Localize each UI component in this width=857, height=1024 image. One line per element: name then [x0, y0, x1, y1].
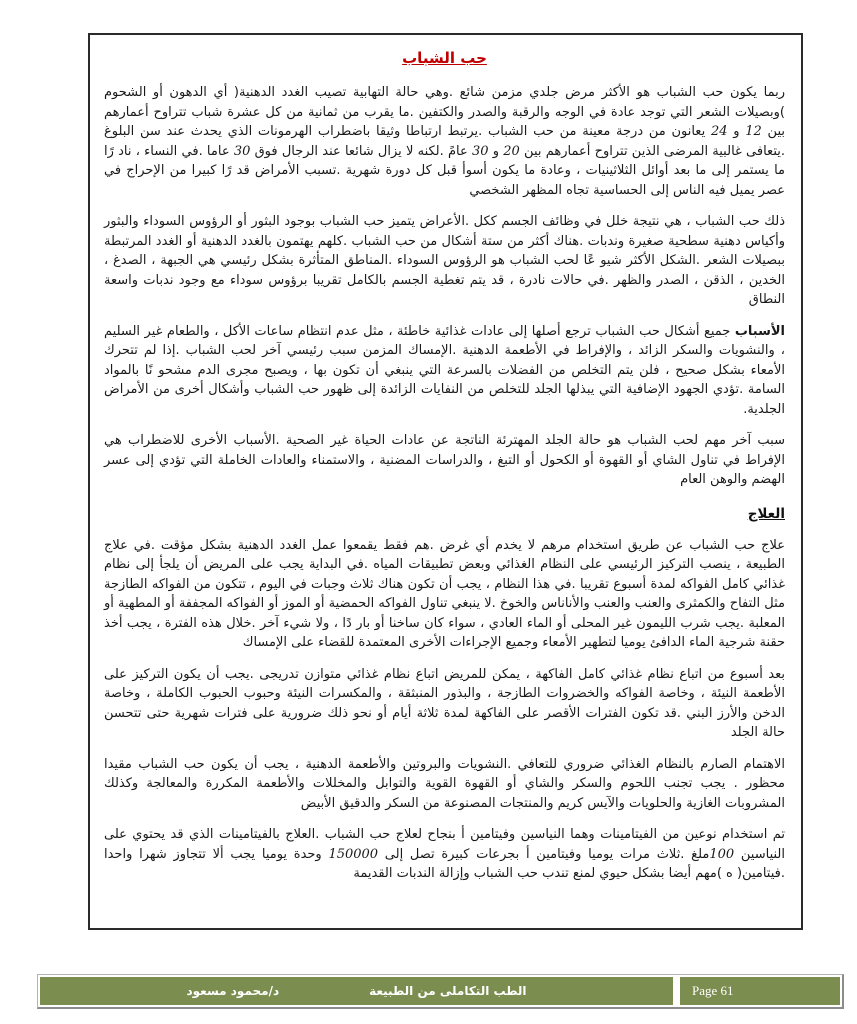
text-run: جميع أشكال حب الشباب ترجع أصلها إلى عادات غذائية خاطئة ، مثل عدم انتظام ساعات الأكل ، والطعام غير السليم ، والنشويات والسكر الزائد ، والإفراط في الأطعمة الدهنية .الإمساك المزمن سبب رئيسي آخر لحب الشباب .إذا لم تتحرك الأمعاء بشكل صحيح ، فلن يتم التخلص من الفضلات بالسرعة التي ينبغي أن تكون بها ، ويصبح مجرى الدم مشحو نًا بالمواد السامة .تؤدي الجهود الإضافية التي يبذلها الجلد للتخلص من النفايات الزائدة إلى ظهور حب الشباب وأشكال أخرى من الأمراض الجلدية. — [104, 323, 785, 417]
paragraph-diet-restrictions — [104, 755, 785, 814]
text-run: 12 — [745, 124, 762, 139]
paragraph-other-causes — [104, 431, 785, 490]
text-run: سبب آخر مهم لحب الشباب هو حالة الجلد المهترئة الناتجة عن عادات الحياة غير الصحية .الأسباب الأخرى للاضطراب هي الإفراط في تناول الشاي أو القهوة أو الكحول أو التبغ ، والدراسات المضنية ، والاستمناء والعادات الخاملة التي تؤدي إلى عسر الهضم والوهن العام — [104, 433, 785, 487]
text-run: علاج حب الشباب عن طريق استخدام مرهم لا يخدم أي غرض .هم فقط يقمعوا عمل الغدد الدهنية بشكل مؤقت .في علاج الطبيعة ، ينصب التركيز الرئيسي على النظام الغذائي وبعض تطبيقات المياه .في البداية يجب على المريض أن يلجأ إلى نظام غذائي كامل الفواكه لمدة أسبوع تقريبا .في هذا النظام ، يجب أن تكون هناك ثلاث وجبات في اليوم ، تتكون من الفواكه الطازجة مثل التفاح والكمثرى والعنب والعنب والأناناس والخوخ .لا ينبغي تناول الفواكه الحمضية أو الموز أو الفواكه المجففة أو المطهية أو المعلبة .يجب شرب الليمون غير المحلى أو الماء العادي ، سواء كان ساخنا أو بار دًا ، ولا شيء آخر .خلال هذه الفترة ، يجب أخذ حقنة شرجية الماء الدافئ يوميا لتطهير الأمعاء وجميع الإجراءات الأخرى المعتمدة للقضاء على الإمساك — [104, 537, 785, 650]
text-run: الاهتمام الصارم بالنظام الغذائي ضروري للتعافي .النشويات والبروتين والأطعمة الدهنية ، يجب أن يكون حب الشباب مقيدا محظور . يجب تجنب اللحوم والسكر والشاي أو القهوة القوية والتوابل والمخللات والأطعمة المكررة والمعالجة وكذلك المشروبات الغازية والحلويات والآيس كريم والمنتجات المصنوعة من السكر والدقيق الأبيض — [104, 756, 785, 811]
text-run: بعد أسبوع من اتباع نظام غذائي كامل الفاكهة ، يمكن للمريض اتباع نظام غذائي متوازن تدريجى .يجب أن يكون التركيز على الأطعمة النيئة ، وخاصة الفواكه والخضروات الطازجة ، والبذور المنبثقة ، والمكسرات النيئة وحبوب الحبوب الكاملة ، وخاصة الدخن والأرز البني .قد تكون الفترات الأقصر على الفاكهة لمدة ثلاثة أيام أو نحو ذلك ضرورية على فترات شهرية حتى تتحسن حالة الجلد — [104, 666, 785, 740]
text-run: ربما يكون حب الشباب هو الأكثر مرض جلدي مزمن شائع .وهي حالة التهابية تصيب الغدد الدهنية( أي الدهون أو الشحوم )وبصيلات الشعر التي توجد عادة في الوجه والرقبة والصدر والكتفين .ما يقرب من ثمانية من كل عشرة شباب تتراوح أعمارهم بين — [104, 85, 785, 139]
page-title-text: حب الشباب — [402, 49, 487, 67]
footer-page-number-cell — [680, 977, 840, 1005]
text-run: ذلك حب الشباب ، هي نتيجة خلل في وظائف الجسم ككل .الأعراض يتميز حب الشباب بوجود البثور أو الرؤوس السوداء والبثور وأكياس دهنية سطحية صغيرة وندبات .هناك أكثر من ستة أشكال من حب الشباب .كلهم يهتمون بالغدد الدهنية أو الغدد المرتبطة ببصيلات الشعر .الشكل الأكثر شيو عًا لحب الشباب هو الرؤوس السوداء .المناطق المتأثرة بشكل رئيسي هي الجبهة ، الصدغ ، الخدين ، الذقن ، الصدر والظهر .في حالات نادرة ، قد يتم تغطية الجسم بالكامل تقريبا برؤوس سوداء مع وجود ندبات واسعة النطاق — [104, 214, 785, 307]
paragraph-intro — [104, 83, 785, 200]
text-run: 100 — [709, 846, 735, 862]
paragraph-vitamins — [104, 825, 785, 884]
text-run: تم استخدام نوعين من الفيتامينات وهما النياسين وفيتامين أ بنجاح لعلاج حب الشباب .العلاج بالفيتامينات الذي قد يحتوي على النياسين — [104, 827, 785, 862]
footer-author: د/محمود مسعود — [186, 984, 280, 998]
footer-page-number: Page 61 — [692, 983, 734, 998]
text-run: عاما .في النساء ، ناد رًا ما يستمر إلى ما بعد أوائل الثلاثينيات ، وعادة ما يكون أسوأ قبل كل دورة شهرية .تسبب الأمراض قد رًا كبيرا من الإحراج في عصر يميل فيه الناس إلى الحساسية تجاه المظهر الشخصي — [104, 143, 785, 198]
footer-book-title: الطب التكاملى من الطبيعة — [369, 984, 527, 998]
text-run: و — [727, 124, 746, 139]
text-run: 24 — [710, 124, 728, 139]
paragraph-treatment — [104, 536, 785, 653]
section-heading-treatment-text: العلاج — [747, 505, 785, 522]
paragraph-balanced-diet — [104, 665, 785, 743]
text-run: 150000 — [328, 846, 379, 862]
footer-book-title-cell — [40, 977, 673, 1005]
text-run: الأسباب — [734, 323, 785, 339]
text-run: 30 — [233, 143, 251, 159]
text-run: 20 — [503, 143, 520, 159]
footer-bar — [37, 974, 844, 1009]
text-run: 30 — [472, 143, 489, 159]
paragraph-symptoms — [104, 212, 785, 310]
text-run: يعانون من درجة معينة من حب الشباب .يرتبط ارتباطا وثيقا باضطراب الهرمونات الذي يحدث عند سن البلوغ .يتعافى غالبية المرضى الذين تتراوح أعمارهم بين — [104, 124, 786, 159]
text-run: ملغ .ثلاث مرات يوميا وفيتامين أ بجرعات كبيرة تصل إلى — [378, 846, 710, 862]
paragraph-causes — [104, 322, 785, 420]
text-run: عامً .لكنه لا يزال شائعا عند الرجال فوق — [250, 143, 472, 159]
content-frame — [88, 33, 803, 930]
section-heading-treatment — [104, 506, 785, 522]
page-title — [104, 49, 785, 67]
text-run: وحدة يوميا يجب ألا تتجاوز شهرا واحدا .فيتامين( ه )مهم أيضا بشكل حيوي لمنع تندب حب الشباب وإزالة الندبات القديمة — [104, 846, 785, 881]
text-run: و — [488, 143, 504, 159]
